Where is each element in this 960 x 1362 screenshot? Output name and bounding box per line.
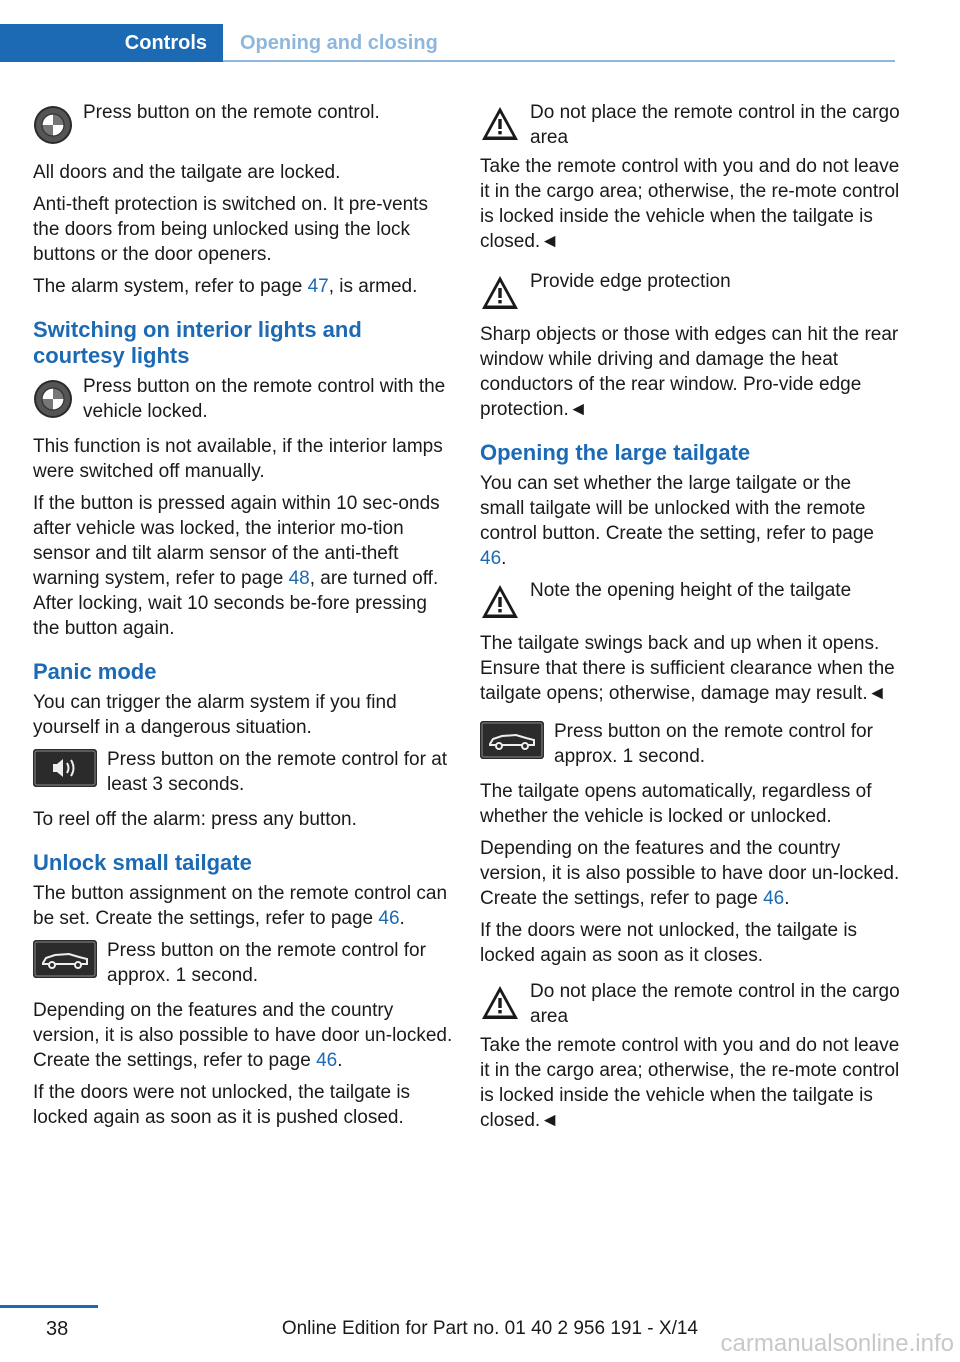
locked-text: All doors and the tailgate are locked. xyxy=(33,162,341,183)
large-dep-pre: Depending on the features and the country version, it is also possible to have door un-locked. Create the settings, refer to page xyxy=(480,838,900,909)
page-link-46[interactable]: 46 xyxy=(480,548,502,569)
small-button-text: Press button on the remote control for approx. 1 second. xyxy=(107,940,426,986)
warning-title: Provide edge protection xyxy=(530,271,731,292)
page-link-46[interactable]: 46 xyxy=(763,888,785,909)
header-rule xyxy=(223,60,895,62)
page-link-46[interactable]: 46 xyxy=(378,908,400,929)
warning-triangle-icon xyxy=(480,979,520,1029)
large-tailgate-instruction xyxy=(480,719,900,769)
heading-small-tailgate: Unlock small tailgate xyxy=(33,850,252,875)
warning-body: Sharp objects or those with edges can hit the rear window while driving and damage the heat conductors of the rear window. Pro-vide edge protection.◄ xyxy=(480,324,899,420)
large-post: . xyxy=(501,548,507,569)
page-link-47[interactable]: 47 xyxy=(307,276,329,297)
small-pre: The button assignment on the remote control can be set. Create the settings, refer to page xyxy=(33,883,448,929)
watermark: carmanualsonline.info xyxy=(720,1330,954,1357)
alarm-text-pre: The alarm system, refer to page xyxy=(33,276,308,297)
large-pre: You can set whether the large tailgate or the small tailgate will be unlocked with the remote control button. Create the setting, refer to page xyxy=(480,473,874,544)
large-tailgate-text xyxy=(480,471,900,571)
lights-na-text: This function is not available, if the interior lamps were switched off manually. xyxy=(33,436,443,482)
warning-title: Note the opening height of the tailgate xyxy=(530,580,852,601)
tab-controls[interactable] xyxy=(0,24,223,62)
alarm-text-post: , is armed. xyxy=(328,276,418,297)
warning-triangle-icon xyxy=(480,578,520,627)
speaker-icon xyxy=(33,747,97,792)
lights-instruction xyxy=(33,374,453,424)
small-tailgate-text xyxy=(33,881,453,931)
small-tailgate-instruction xyxy=(33,938,453,988)
warning-cargo-area xyxy=(480,100,900,254)
car-tailgate-icon xyxy=(33,938,97,983)
panic-button-text: Press button on the remote control for at least 3 seconds. xyxy=(107,749,448,795)
warning-body: Take the remote control with you and do not leave it in the cargo area; otherwise, the re-mote control is locked inside the vehicle when the tailgate is closed.◄ xyxy=(480,1035,900,1131)
lights-again-post: , are turned off. After locking, wait 10 seconds be-fore pressing the button again. xyxy=(33,568,439,639)
warning-edge-protection xyxy=(480,269,900,422)
large-dep-post: . xyxy=(784,888,790,909)
footer-rule xyxy=(0,1305,98,1308)
car-tailgate-icon xyxy=(480,719,544,764)
warning-title: Do not place the remote control in the cargo area xyxy=(530,981,900,1027)
lights-button-text: Press button on the remote control with the vehicle locked. xyxy=(83,376,446,422)
small-notunl-text: If the doors were not unlocked, the tailgate is locked again as soon as it is pushed closed. xyxy=(33,1082,411,1128)
heading-panic-mode: Panic mode xyxy=(33,659,157,684)
bmw-logo-icon xyxy=(33,100,73,150)
warning-body: The tailgate swings back and up when it opens. Ensure that there is sufficient clearance when the tailgate opens; otherwise, damage may result.◄ xyxy=(480,633,895,704)
antitheft-text: Anti-theft protection is switched on. It pre-vents the doors from being unlocked using the lock buttons or the door openers. xyxy=(33,194,428,265)
tab-opening-and-closing[interactable] xyxy=(240,24,438,62)
small-dep-post: . xyxy=(337,1050,343,1071)
large-auto-text: The tailgate opens automatically, regardless of whether the vehicle is locked or unlocked. xyxy=(480,781,872,827)
large-notunl-text: If the doors were not unlocked, the tailgate is locked again as soon as it closes. xyxy=(480,920,858,966)
page-link-46[interactable]: 46 xyxy=(316,1050,338,1071)
page-number: 38 xyxy=(46,1318,69,1340)
small-post: . xyxy=(399,908,405,929)
large-dep-text xyxy=(480,836,900,911)
panic-text: You can trigger the alarm system if you find yourself in a dangerous situation. xyxy=(33,692,397,738)
small-dep-text xyxy=(33,998,453,1073)
warning-title: Do not place the remote control in the cargo area xyxy=(530,102,900,148)
right-column xyxy=(480,100,900,1140)
panic-instruction xyxy=(33,747,453,797)
tab-section-label: Opening and closing xyxy=(240,31,438,54)
large-button-text: Press button on the remote control for approx. 1 second. xyxy=(554,721,873,767)
lights-again-text xyxy=(33,491,453,641)
bmw-logo-icon xyxy=(33,374,73,424)
lock-text: Press button on the remote control. xyxy=(83,102,380,123)
tab-controls-label: Controls xyxy=(124,31,207,54)
warning-opening-height xyxy=(480,578,900,706)
heading-large-tailgate: Opening the large tailgate xyxy=(480,440,751,465)
warning-triangle-icon xyxy=(480,100,520,150)
lights-again-pre: If the button is pressed again within 10 sec-onds after vehicle was locked, the interior mo-tion sensor and tilt alarm sensor of the anti-theft warning system, refer to page xyxy=(33,493,440,589)
small-dep-pre: Depending on the features and the country version, it is also possible to have door un-locked. Create the settings, refer to page xyxy=(33,1000,453,1071)
heading-interior-lights: Switching on interior lights and courtesy lights xyxy=(33,317,362,368)
panic-off-text: To reel off the alarm: press any button. xyxy=(33,809,357,830)
warning-triangle-icon xyxy=(480,269,520,318)
edition-text: Online Edition for Part no. 01 40 2 956 191 - X/14 xyxy=(281,1318,698,1339)
page-link-48[interactable]: 48 xyxy=(288,568,310,589)
warning-body: Take the remote control with you and do not leave it in the cargo area; otherwise, the re-mote control is locked inside the vehicle when the tailgate is closed.◄ xyxy=(480,156,900,252)
warning-cargo-area-2 xyxy=(480,979,900,1133)
lock-instruction xyxy=(33,100,453,150)
left-column xyxy=(33,100,453,1137)
alarm-text xyxy=(33,274,453,299)
page-header xyxy=(0,24,895,62)
